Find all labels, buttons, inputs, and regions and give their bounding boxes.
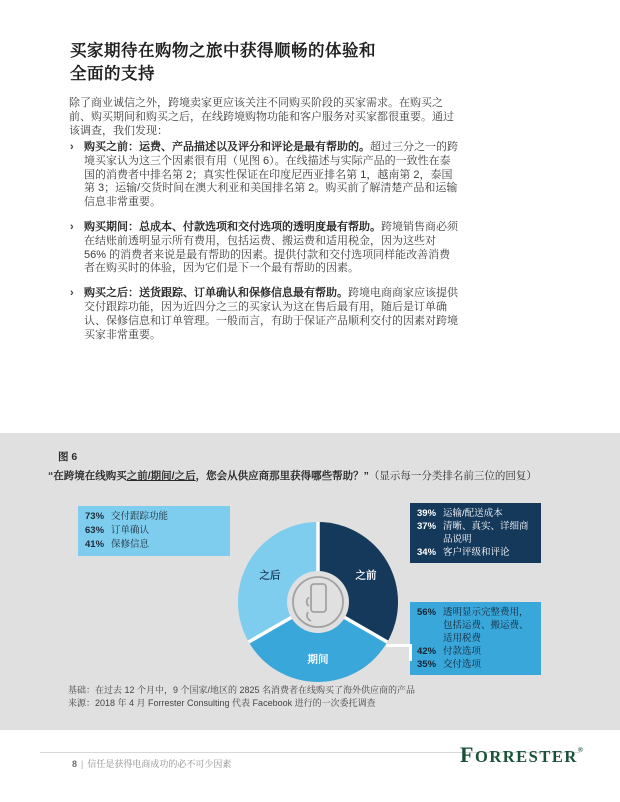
segment-label-after: 之后 xyxy=(259,569,281,582)
page-footer xyxy=(72,757,231,770)
intro-paragraph: 除了商业诚信之外，跨境卖家更应该关注不同购买阶段的买家需求。在购买之前、购买期间和购买之后，在线跨境购物功能和客户服务对买家都很重要。通过该调查，我们发现： xyxy=(69,97,454,137)
callout-row xyxy=(85,524,223,538)
stat-value: 39% xyxy=(417,508,437,519)
logo-initial: F xyxy=(460,742,475,767)
figure-6-panel xyxy=(0,433,620,730)
figure-question-note: （显示每一分类排名前三位的回复） xyxy=(368,470,537,482)
stat-label: 客户评级和评论 xyxy=(443,547,510,558)
callout-row xyxy=(85,538,223,552)
page-title xyxy=(70,40,500,86)
callout-row xyxy=(417,606,534,645)
callout-row xyxy=(85,510,223,524)
segment-label-during: 期间 xyxy=(307,653,329,666)
donut-chart xyxy=(236,520,400,684)
bullet-marker-icon: › xyxy=(70,220,74,233)
bullet-list xyxy=(69,141,459,353)
logo-rest: ORRESTER xyxy=(474,747,578,766)
bullet-body: 跨境销售商必须在结账前透明显示所有费用，包括运费、搬运费和适用税金，因为这些对 56% 的消费者来说是最有帮助的因素。提供付款和交付选项同样能改善消费者在购买时的体验，因为它们是下一个最有帮助的因素。 xyxy=(84,220,458,275)
stat-value: 56% xyxy=(417,607,437,618)
segment-label-before: 之前 xyxy=(355,569,377,582)
source-note: 来源：2018 年 4 月 Forrester Consulting 代表 Facebook 进行的一次委托调查 xyxy=(68,698,376,708)
bullet-marker-icon: › xyxy=(70,141,74,153)
stat-label: 清晰、真实、详细商品说明 xyxy=(443,521,529,545)
callout-row xyxy=(417,520,534,546)
stat-value: 37% xyxy=(417,521,437,532)
callout-row xyxy=(417,546,534,559)
donut-hole xyxy=(287,571,349,633)
stat-value: 63% xyxy=(85,525,105,536)
stat-label: 交付跟踪功能 xyxy=(111,511,169,522)
before-purchase-callout xyxy=(410,503,541,563)
stat-value: 41% xyxy=(85,539,105,550)
after-purchase-callout xyxy=(78,506,230,556)
callout-row xyxy=(417,645,534,658)
stat-label: 运输/配送成本 xyxy=(443,508,503,519)
stat-value: 35% xyxy=(417,659,437,670)
page-title-line1: 买家期待在购物之旅中获得顺畅的体验和 xyxy=(70,42,376,60)
base-note: 基础：在过去 12 个月中，9 个国家/地区的 2825 名消费者在线购买了海外供应商的产品 xyxy=(68,685,416,695)
figure-question-pre: “在跨境在线购买 xyxy=(48,470,127,482)
bullet-after-purchase xyxy=(69,287,459,342)
figure-question xyxy=(48,468,613,483)
figure-question-post: ，您会从供应商那里获得哪些帮助？” xyxy=(195,470,369,482)
callout-row xyxy=(417,507,534,520)
during-purchase-callout xyxy=(410,602,541,675)
stat-label: 付款选项 xyxy=(443,646,482,657)
bullet-lead: 购买期间：总成本、付款选项和交付选项的透明度最有帮助。 xyxy=(84,220,381,233)
stat-value: 34% xyxy=(417,547,437,558)
bullet-marker-icon: › xyxy=(70,287,74,300)
bullet-lead: 购买之前：运费、产品描述以及评分和评论是最有帮助的。 xyxy=(84,141,370,153)
stat-label: 透明显示完整费用，包括运费、搬运费、适用税费 xyxy=(443,607,529,644)
footer-separator: | xyxy=(81,759,84,769)
bullet-during-purchase xyxy=(69,221,459,276)
forrester-logo xyxy=(460,742,583,768)
registered-mark-icon: ® xyxy=(577,746,583,754)
stat-value: 42% xyxy=(417,646,437,657)
bullet-body: 超过三分之一的跨境买家认为这三个因素很有用（见图 6）。在线描述与实际产品的一致性在泰国的消费者中排名第 2；真实性保证在印度尼西亚排名第 1，越南第 2，泰国第 3；运输/交货时间在澳大利亚和美国排名第 2。购买前了解清楚产品和运输信息非常重要。 xyxy=(84,141,458,209)
figure-question-underlined: 之前/期间/之后 xyxy=(126,470,196,482)
page-title-line2: 全面的支持 xyxy=(70,65,155,83)
stat-label: 交付选项 xyxy=(443,659,482,670)
bullet-before-purchase xyxy=(69,141,459,210)
callout-row xyxy=(417,658,534,671)
stat-label: 订单确认 xyxy=(111,525,150,536)
bullet-body: 跨境电商商家应该提供交付跟踪功能，因为近四分之三的买家认为这在售后最有用，随后是订单确认、保修信息和订单管理。一般而言，有助于保证产品顺利交付的因素对跨境买家非常重要。 xyxy=(84,287,458,341)
bullet-lead: 购买之后：送货跟踪、订单确认和保修信息最有帮助。 xyxy=(84,287,348,300)
figure-footnotes xyxy=(68,684,608,710)
callout-connector-line xyxy=(409,644,412,661)
stat-value: 73% xyxy=(85,511,105,522)
page-number: 8 xyxy=(72,759,78,769)
figure-label: 图 6 xyxy=(58,451,78,463)
footer-doc-title: 信任是获得电商成功的必不可少因素 xyxy=(87,759,232,769)
stat-label: 保修信息 xyxy=(111,539,150,550)
